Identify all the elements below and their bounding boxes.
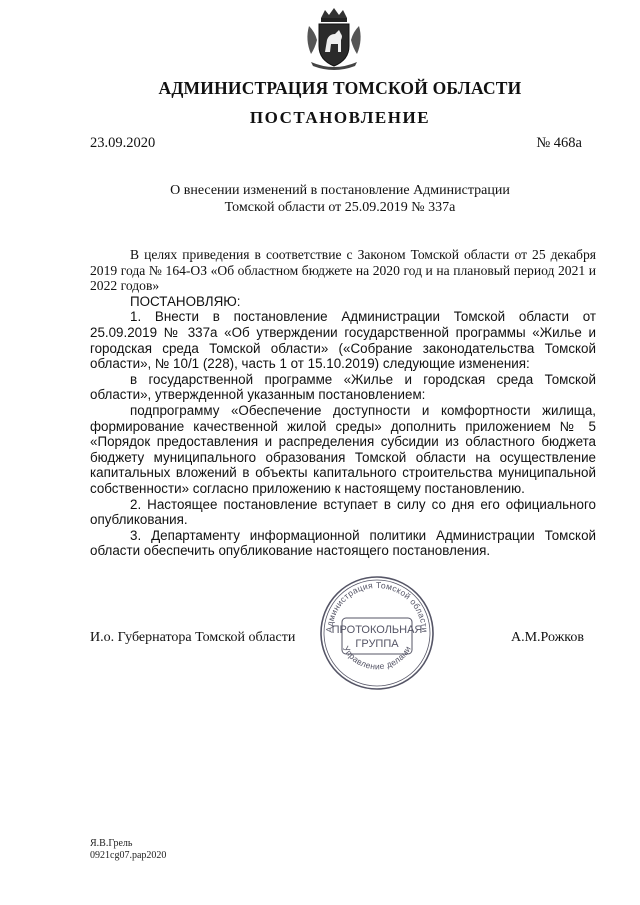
stamp-inner-line: ПРОТОКОЛЬНАЯ (331, 624, 423, 636)
preamble-paragraph: В целях приведения в соответствие с Законом Томской области от 25 декабря 2019 года № 164-ОЗ «Об областном бюджете на 2020 год и на плановый период 2021 и 2022 годов» (90, 247, 596, 294)
organization-title: АДМИНИСТРАЦИЯ ТОМСКОЙ ОБЛАСТИ (158, 78, 522, 98)
file-reference: 0921сg07.рар2020 (90, 850, 167, 861)
executor-footer (90, 838, 166, 862)
resolve-heading: ПОСТАНОВЛЯЮ: (130, 293, 241, 309)
subject-line: О внесении изменений в постановление Администрации (170, 183, 510, 198)
clause-paragraph: 2. Настоящее постановление вступает в силу со дня его официального опубликования. (90, 496, 596, 528)
signatory-position: И.о. Губернатора Томской области (90, 630, 296, 645)
official-stamp (318, 574, 436, 692)
document-body (90, 247, 596, 559)
subject-line: Томской области от 25.09.2019 № 337а (224, 200, 456, 215)
stamp-inner-line: ГРУППА (355, 638, 399, 650)
coat-of-arms-icon (301, 6, 367, 72)
signatory-name: А.М.Рожков (510, 630, 584, 645)
executor-name: Я.В.Грель (90, 838, 133, 849)
document-date: 23.09.2020 (90, 135, 156, 151)
document-number: № 468а (536, 135, 582, 151)
clause-paragraph: 1. Внести в постановление Администрации Томской области от 25.09.2019 № 337а «Об утверждении государственной программы «Жилье и городская среда Томской области» («Собрание законодательства Томской области», № 10/1 (228), часть 1 от 15.10.2019) следующие изменения: (90, 309, 596, 372)
stamp-outer-top: Администрация Томской области (323, 579, 431, 633)
clause-paragraph: подпрограмму «Обеспечение доступности и комфортности жилища, формирование качественной жилой среды» дополнить приложением № 5 «Порядок предоставления и распределения субсидии из областного бюджета бюджету муниципального образования Томской области на осуществление капитальных вложений в объекты капитального строительства муниципальной собственности» согласно приложению к настоящему постановлению. (90, 402, 596, 496)
document-type: ПОСТАНОВЛЕНИЕ (249, 108, 431, 127)
stamp-outer-bottom: Управление делами (341, 644, 413, 672)
clause-paragraph: 3. Департаменту информационной политики Администрации Томской области обеспечить опубликование настоящего постановления. (90, 527, 596, 559)
document-subject (0, 182, 640, 216)
clause-paragraph: в государственной программе «Жилье и городская среда Томской области», утвержденной указанным постановлением: (90, 371, 596, 403)
